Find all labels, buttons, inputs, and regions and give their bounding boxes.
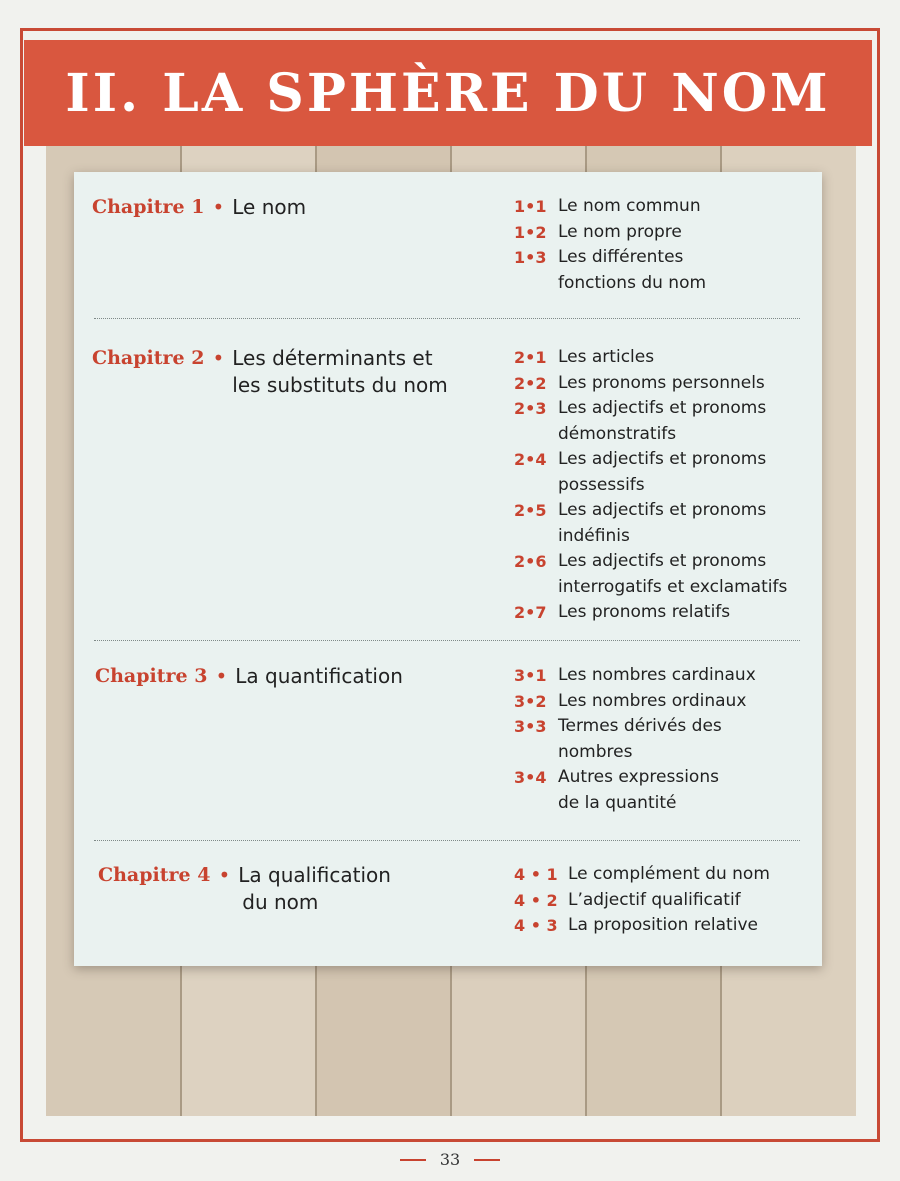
section-item — [514, 194, 814, 220]
section-number: 2•6 — [514, 552, 547, 571]
section-number: 3•4 — [514, 768, 547, 787]
section-title: Le complément du nom — [568, 864, 770, 884]
bullet-dot: • — [212, 346, 225, 370]
section-number: 4 • 1 — [514, 865, 558, 884]
section-number: 2•2 — [514, 373, 547, 393]
page-number-footer — [0, 1150, 900, 1169]
section-list — [514, 862, 814, 939]
section-item — [514, 663, 814, 689]
dotted-divider — [94, 640, 800, 641]
chapter-title: Les déterminants et les substituts du nom — [232, 346, 448, 397]
section-item — [514, 396, 814, 447]
section-title: Les pronoms personnels — [558, 372, 765, 393]
section-title: Les adjectifs et pronoms indéfinis — [558, 500, 767, 546]
section-number: 3•2 — [514, 691, 547, 711]
chapter-heading — [92, 194, 492, 221]
dotted-divider — [94, 318, 800, 319]
section-title: Le nom propre — [558, 221, 682, 242]
section-title: Les adjectifs et pronoms interrogatifs et exclamatifs — [558, 551, 788, 597]
section-item — [514, 862, 814, 888]
bullet-dot: • — [215, 664, 228, 688]
bullet-dot: • — [212, 195, 225, 219]
section-number: 2•7 — [514, 603, 547, 622]
section-number: 2•4 — [514, 450, 547, 469]
section-number: 2•1 — [514, 348, 547, 367]
section-item — [514, 549, 814, 600]
part-banner — [24, 40, 872, 146]
section-number: 4 • 2 — [514, 890, 558, 910]
section-title: Le nom commun — [558, 196, 701, 216]
section-title: Les nombres ordinaux — [558, 690, 747, 711]
section-item — [514, 498, 814, 549]
section-title: Les adjectifs et pronoms démonstratifs — [558, 398, 767, 444]
section-item — [514, 913, 814, 939]
section-number: 3•3 — [514, 717, 547, 736]
bullet-dot: • — [218, 863, 231, 887]
chapter-title: La quantification — [235, 664, 403, 688]
section-item — [514, 714, 814, 765]
section-title: Les adjectifs et pronoms possessifs — [558, 449, 767, 495]
dotted-divider — [94, 840, 800, 841]
section-title: L’adjectif qualificatif — [568, 889, 741, 910]
section-number: 4 • 3 — [514, 916, 558, 935]
page-number: 33 — [439, 1150, 461, 1169]
chapter-heading — [95, 663, 495, 690]
section-item — [514, 345, 814, 371]
section-number: 2•5 — [514, 501, 547, 520]
section-title: Les différentes fonctions du nom — [558, 247, 707, 293]
section-item — [514, 765, 814, 816]
part-heading: II. LA SPHÈRE DU NOM — [65, 62, 831, 124]
section-item — [514, 245, 814, 296]
section-number: 1•2 — [514, 222, 547, 242]
section-item — [514, 689, 814, 715]
section-title: Les nombres cardinaux — [558, 665, 756, 685]
section-number: 2•3 — [514, 399, 547, 418]
chapter-title: La qualification du nom — [238, 863, 391, 914]
section-list — [514, 663, 814, 816]
section-title: Les pronoms relatifs — [558, 602, 731, 622]
chapter-label: Chapitre 4 — [98, 864, 211, 886]
footer-dash — [474, 1159, 500, 1161]
section-item — [514, 220, 814, 246]
section-list — [514, 194, 814, 296]
section-title: Les articles — [558, 347, 655, 367]
contents-card — [74, 172, 822, 966]
chapter-heading — [92, 345, 492, 399]
footer-dash — [400, 1159, 426, 1161]
section-item — [514, 600, 814, 626]
section-number: 3•1 — [514, 666, 547, 685]
section-title: Termes dérivés des nombres — [558, 716, 722, 762]
section-list — [514, 345, 814, 626]
chapter-label: Chapitre 2 — [92, 347, 205, 369]
chapter-title: Le nom — [232, 195, 307, 219]
chapter-label: Chapitre 3 — [95, 665, 208, 687]
section-title: La proposition relative — [568, 915, 758, 935]
chapter-heading — [98, 862, 498, 916]
section-item — [514, 888, 814, 914]
section-title: Autres expressions de la quantité — [558, 767, 719, 813]
chapter-label: Chapitre 1 — [92, 196, 205, 218]
section-item — [514, 371, 814, 397]
section-number: 1•3 — [514, 248, 547, 267]
section-number: 1•1 — [514, 197, 547, 216]
section-item — [514, 447, 814, 498]
